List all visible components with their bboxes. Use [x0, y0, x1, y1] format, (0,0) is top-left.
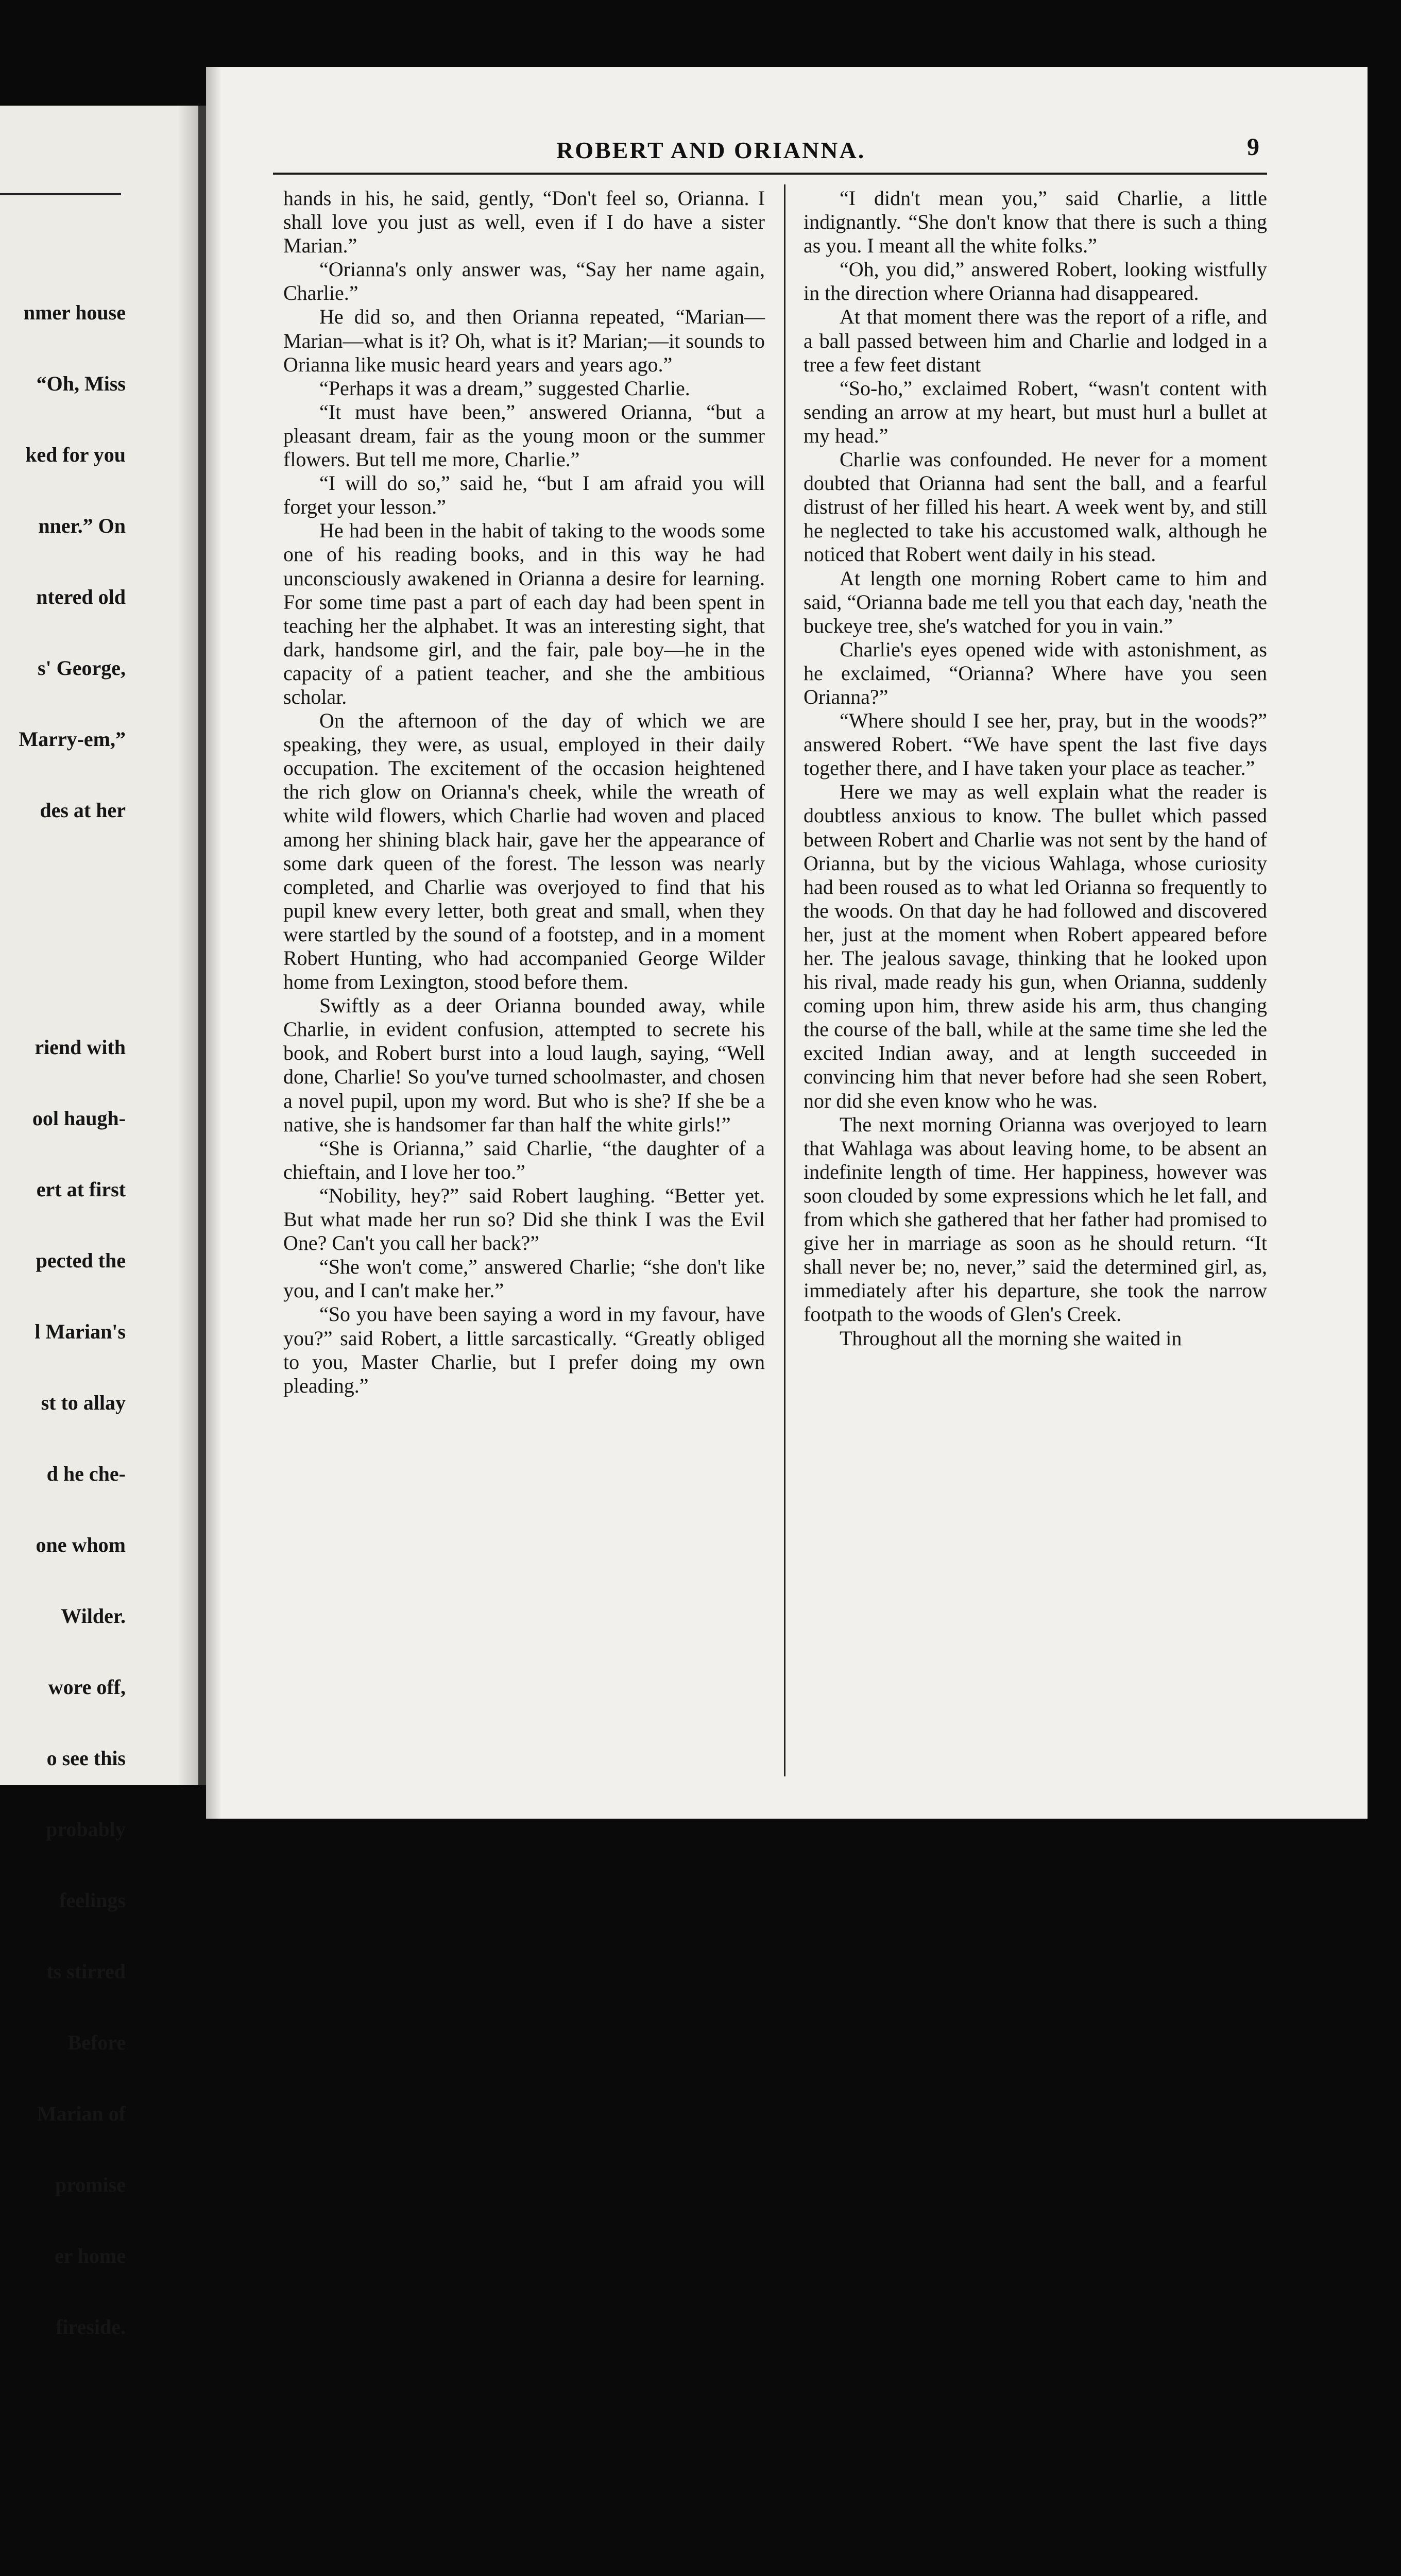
fragment-line: pected the [36, 1249, 126, 1272]
paragraph: “Orianna's only answer was, “Say her name again, Charlie.” [283, 258, 765, 305]
fragment-line: probably [46, 1818, 126, 1841]
fragment-line: “Oh, Miss [36, 372, 126, 395]
paragraph: “It must have been,” answered Orianna, “but a pleasant dream, fair as the young moon or the summer flowers. But tell me more, Charlie.” [283, 400, 765, 471]
paragraph: “Nobility, hey?” said Robert laughing. “Better yet. But what made her run so? Did she think I was the Evil One? Can't you call her back?” [283, 1183, 765, 1255]
paragraph: “Oh, you did,” answered Robert, looking wistfully in the direction where Orianna had disappeared. [804, 258, 1267, 305]
fragment-line: st to allay [41, 1391, 126, 1414]
text-column-left [283, 187, 765, 1398]
fragment-line: ntered old [36, 585, 126, 608]
paragraph: “I will do so,” said he, “but I am afraid you will forget your lesson.” [283, 471, 765, 519]
fragment-line: Wilder. [61, 1604, 126, 1628]
fragment-line: promise [55, 2173, 126, 2196]
paragraph: He had been in the habit of taking to the woods some one of his reading books, and in this way he had unconsciously awakened in Orianna a desire for learning. For some time past a part of each day had been spent in teaching her the alphabet. It was an interesting sight, that dark, handsome girl, and the fair, pale boy—he in the capacity of a patient teacher, and she the ambitious scholar. [283, 519, 765, 708]
paragraph: Charlie's eyes opened wide with astonishment, as he exclaimed, “Orianna? Where have you seen Orianna?” [804, 637, 1267, 708]
paragraph: “She won't come,” answered Charlie; “she don't like you, and I can't make her.” [283, 1255, 765, 1302]
paragraph: “So you have been saying a word in my favour, have you?” said Robert, a little sarcastically. “Greatly obliged to you, Master Charlie, but I prefer doing my own pleading.” [283, 1302, 765, 1397]
column-divider [784, 184, 785, 1776]
running-head: ROBERT AND ORIANNA. [556, 137, 866, 163]
fragment-block-2 [2, 988, 126, 2386]
fragment-line: riend with [35, 1036, 126, 1059]
fragment-line: Marry-em,” [19, 727, 126, 751]
left-page-text-fragments [2, 206, 126, 2576]
paragraph: Here we may as well explain what the reader is doubtless anxious to know. The bullet which passed between Robert and Charlie was not sent by the hand of Orianna, but by the vicious Wahlaga, whose curiosity had been roused as to what led Orianna so frequently to the woods. On that day he had followed and discovered her, just at the moment when Robert appeared before her. The jealous savage, thinking that he looked upon his rival, made ready his gun, when Orianna, suddenly coming upon him, threw aside his arm, thus changing the course of the ball, while at the same time she led the excited Indian away, and at length succeeded in convincing him that never before had she seen Robert, nor did she even know who he was. [804, 780, 1267, 1112]
left-header-rule [0, 193, 121, 195]
left-page [0, 106, 198, 2338]
fragment-line: feelings [59, 1889, 126, 1912]
paragraph: “She is Orianna,” said Charlie, “the daughter of a chieftain, and I love her too.” [283, 1136, 765, 1183]
gutter-shadow [178, 106, 198, 1785]
paragraph: “I didn't mean you,” said Charlie, a little indignantly. “She don't know that there is such a thing as you. I meant all the white folks.” [804, 187, 1267, 258]
paragraph: “So-ho,” exclaimed Robert, “wasn't content with sending an arrow at my heart, but must hurl a bullet at my head.” [804, 376, 1267, 447]
paragraph: “Perhaps it was a dream,” suggested Charlie. [319, 376, 690, 400]
fragment-line: l Marian's [35, 1320, 126, 1343]
fragment-line: wore off, [48, 1675, 126, 1699]
text-column-right [804, 187, 1267, 1350]
paragraph: At that moment there was the report of a rifle, and a ball passed between him and Charlie and lodged in a tree a few feet distant [804, 305, 1267, 376]
fragment-line: nmer house [23, 301, 126, 324]
fragment-line: s' George, [37, 656, 126, 680]
fragment-line: d he che- [46, 1462, 126, 1485]
page-number: 9 [1247, 133, 1259, 161]
fragment-line: er home [54, 2244, 126, 2267]
fragment-line: ool haugh- [32, 1107, 126, 1130]
right-page [206, 67, 1368, 1819]
fragment-line: ts stirred [46, 1960, 126, 1983]
fragment-line: ked for you [25, 443, 126, 466]
fragment-line: one whom [36, 1533, 126, 1556]
fragment-line: des at her [40, 799, 126, 822]
header-rule [273, 173, 1267, 175]
paragraph: Swiftly as a deer Orianna bounded away, while Charlie, in evident confusion, attempted to secrete his book, and Robert burst into a loud laugh, saying, “Well done, Charlie! So you've turned schoolmaster, and chosen a novel pupil, upon my word. But who is she? If she be a native, she is handsomer far than half the white girls!” [283, 994, 765, 1136]
paragraph: “Where should I see her, pray, but in the woods?” answered Robert. “We have spent the last five days together there, and I have taken your place as teacher.” [804, 709, 1267, 780]
paragraph: Charlie was confounded. He never for a moment doubted that Orianna had sent the ball, and a fearful distrust of her filled his heart. A week went by, and still he neglected to take his accustomed walk, although he noticed that Robert went daily in his stead. [804, 448, 1267, 566]
fragment-line: ert at first [36, 1178, 126, 1201]
paragraph: On the afternoon of the day of which we are speaking, they were, as usual, employed in their daily occupation. The excitement of the occasion heightened the rich glow on Orianna's cheek, while the wreath of white wild flowers, which Charlie had woven and placed among her shining black hair, gave her the appearance of some dark queen of the forest. The lesson was nearly completed, and Charlie was overjoyed to find that his pupil knew every letter, both great and small, when they were startled by the sound of a footstep, and in a moment Robert Hunting, who had accompanied George Wilder home from Lexington, stood before them. [283, 709, 765, 994]
paragraph: At length one morning Robert came to him and said, “Orianna bade me tell you that each day, 'neath the buckeye tree, she's watched for you in vain.” [804, 566, 1267, 637]
fragment-block-1 [2, 253, 126, 870]
fragment-line: fireside. [56, 2315, 126, 2338]
paragraph: He did so, and then Orianna repeated, “Marian—Marian—what is it? Oh, what is it? Marian;—it sounds to Orianna like music heard years and years ago.” [283, 305, 765, 376]
fragment-line: Before [67, 2031, 126, 2054]
paragraph: The next morning Orianna was overjoyed to learn that Wahlaga was about leaving home, to be absent an indefinite length of time. Her happiness, however was soon clouded by some expressions which he let fall, and from which she gathered that her father had promised to give her in marriage as soon as he should return. “It shall never be; no, never,” said the determined girl, as, immediately after his departure, she took the narrow footpath to the woods of Glen's Creek. [804, 1112, 1267, 1326]
fragment-line: nner.” On [38, 514, 126, 537]
fragment-line: Marian of [37, 2102, 126, 2125]
paragraph: hands in his, he said, gently, “Don't feel so, Orianna. I shall love you just as well, even if I do have a sister Marian.” [283, 187, 765, 258]
fragment-block-3 [2, 2552, 126, 2576]
page-edge-shadow [206, 67, 221, 1819]
fragment-line: o see this [46, 1747, 126, 1770]
paragraph: Throughout all the morning she waited in [840, 1326, 1182, 1350]
